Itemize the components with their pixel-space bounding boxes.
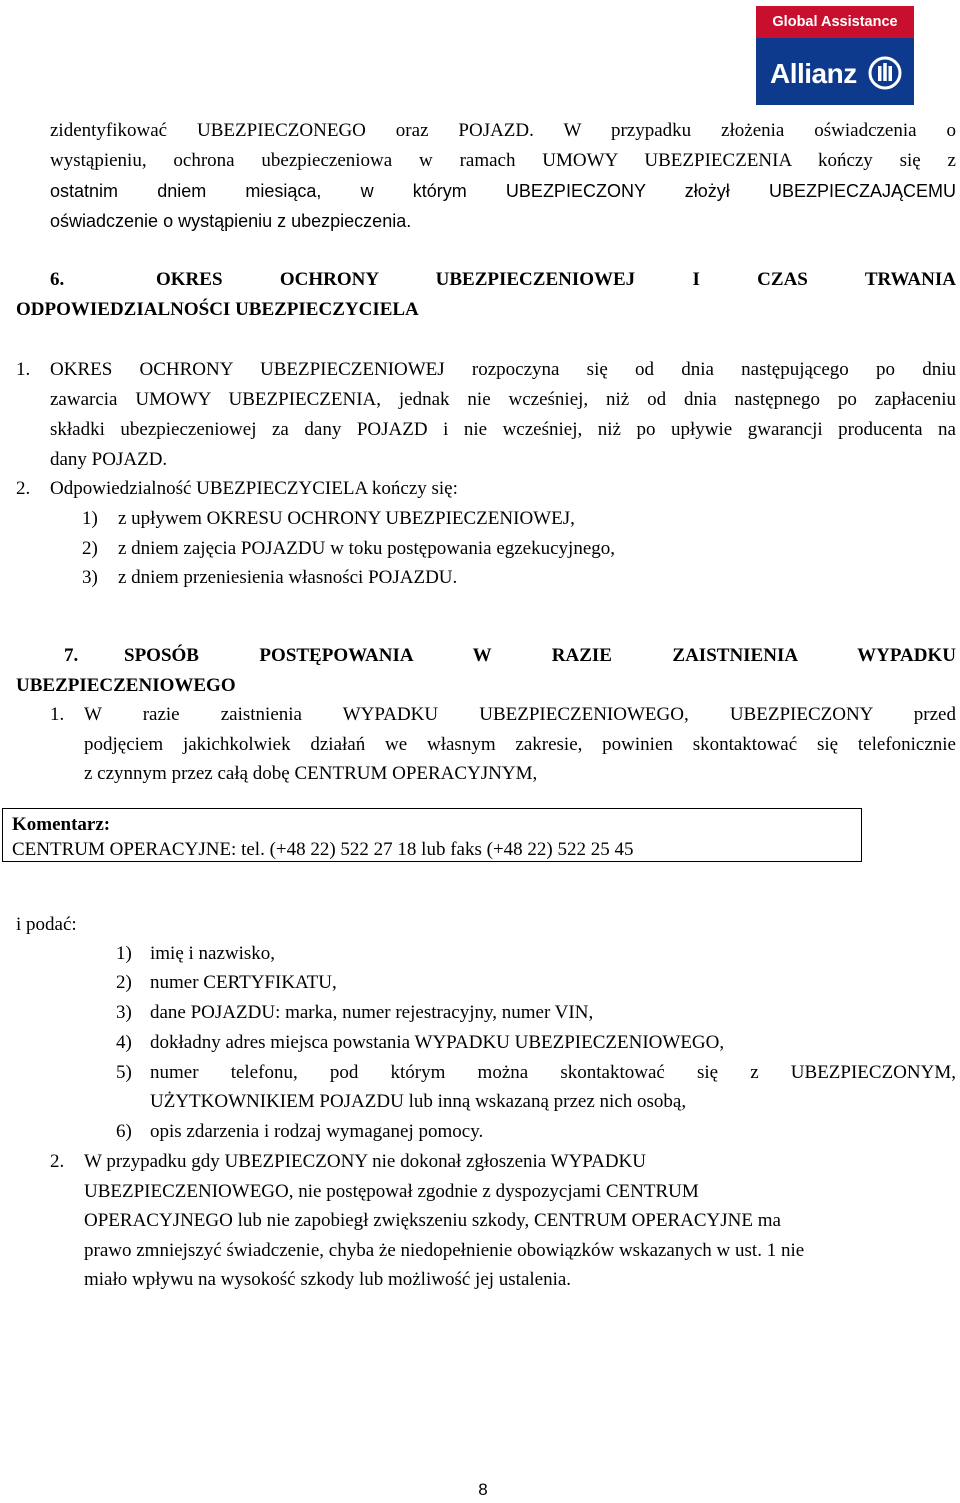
intro-line-3: ostatnim dniem miesiąca, w którym UBEZPIECZONY złożył UBEZPIECZAJĄCEMU [50, 181, 956, 201]
section-6-p1-line-4: dany POJAZD. [50, 449, 168, 470]
p2-line-4: prawo zmniejszyć świadczenie, chyba że niedopełnienie obowiązków wskazanych w ust. 1 nie [84, 1240, 805, 1261]
section-6-number: 6. [50, 269, 65, 290]
give-item-5-continuation: UŻYTKOWNIKIEM POJAZDU lub inną wskazaną przez nich osobą, [150, 1091, 687, 1112]
section-6-p2-item-2-number: 2) [82, 538, 98, 559]
give-item-5-number: 5) [116, 1062, 132, 1083]
page-number: 8 [478, 1480, 488, 1499]
give-item-3-text: dane POJAZDU: marka, numer rejestracyjny, numer VIN, [150, 1002, 594, 1023]
give-item-2-text: numer CERTYFIKATU, [150, 972, 337, 993]
section-7-p1-line-3: z czynnym przez całą dobę CENTRUM OPERACYJNYM, [84, 763, 538, 784]
p2-line-5: miało wpływu na wysokość szkody lub możliwość jej ustalenia. [84, 1269, 572, 1290]
intro-line-4: oświadczenie o wystąpieniu z ubezpieczenia. [50, 211, 412, 231]
give-item-3-number: 3) [116, 1002, 132, 1023]
give-item-1-text: imię i nazwisko, [150, 943, 276, 964]
section-7-title-line-1: SPOSÓB POSTĘPOWANIA W RAZIE ZAISTNIENIA WYPADKU [124, 645, 956, 666]
intro-line-1: zidentyfikować UBEZPIECZONEGO oraz POJAZD. W przypadku złożenia oświadczenia o [50, 120, 956, 141]
give-item-1-number: 1) [116, 943, 132, 964]
section-7-p1-line-2: podjęciem jakichkolwiek działań we własnym zakresie, powinien skontaktować się telefonicznie [84, 734, 956, 755]
section-7-p1-line-1: W razie zaistnienia WYPADKU UBEZPIECZENIOWEGO, UBEZPIECZONY przed [84, 704, 956, 725]
give-item-4-number: 4) [116, 1032, 132, 1053]
section-7-p1-number: 1. [50, 704, 65, 725]
comment-text: CENTRUM OPERACYJNE: tel. (+48 22) 522 27 18 lub faks (+48 22) 522 25 45 [12, 839, 634, 860]
section-6-p2-text: Odpowiedzialność UBEZPIECZYCIELA kończy się: [50, 478, 458, 499]
section-6-p1-line-3: składki ubezpieczeniowej za dany POJAZD i nie wcześniej, niż po upływie gwarancji producenta na [50, 419, 956, 440]
section-6-p1-line-2: zawarcia UMOWY UBEZPIECZENIA, jednak nie wcześniej, niż od dnia następnego po zapłaceniu [50, 389, 956, 410]
give-item-6-text: opis zdarzenia i rodzaj wymaganej pomocy. [150, 1121, 484, 1142]
logo-top-text: Global Assistance [756, 6, 914, 38]
section-6-p2-item-1-text: z upływem OKRESU OCHRONY UBEZPIECZENIOWEJ, [118, 508, 575, 529]
comment-label: Komentarz: [12, 814, 111, 835]
section-6-p1-number: 1. [16, 359, 31, 380]
intro-line-2: wystąpieniu, ochrona ubezpieczeniowa w ramach UMOWY UBEZPIECZENIA kończy się z [50, 150, 956, 171]
logo-brand-text: Allianz [770, 58, 857, 89]
give-item-2-number: 2) [116, 972, 132, 993]
p2-number: 2. [50, 1151, 65, 1172]
section-6-p2-item-3-text: z dniem przeniesienia własności POJAZDU. [118, 567, 458, 588]
section-6-title-line-1: OKRES OCHRONY UBEZPIECZENIOWEJ I CZAS TRWANIA [156, 269, 956, 290]
section-7-title-line-2: UBEZPIECZENIOWEGO [16, 675, 236, 696]
section-6-p1-line-1: OKRES OCHRONY UBEZPIECZENIOWEJ rozpoczyna się od dnia następującego po dniu [50, 359, 956, 380]
section-6-title-line-2: ODPOWIEDZIALNOŚCI UBEZPIECZYCIELA [16, 299, 419, 320]
section-6-p2-item-1-number: 1) [82, 508, 98, 529]
p2-line-2: UBEZPIECZENIOWEGO, nie postępował zgodnie z dyspozycjami CENTRUM [84, 1181, 699, 1202]
allianz-global-assistance-logo [756, 6, 914, 105]
give-intro: i podać: [16, 914, 77, 935]
give-item-6-number: 6) [116, 1121, 132, 1142]
give-item-5-text: numer telefonu, pod którym można skontaktować się z UBEZPIECZONYM, [150, 1062, 956, 1083]
section-7-number: 7. [64, 645, 79, 666]
p2-line-1: W przypadku gdy UBEZPIECZONY nie dokonał zgłoszenia WYPADKU [84, 1151, 647, 1172]
p2-line-3: OPERACYJNEGO lub nie zapobiegł zwiększeniu szkody, CENTRUM OPERACYJNE ma [84, 1210, 781, 1231]
section-6-p2-item-2-text: z dniem zajęcia POJAZDU w toku postępowania egzekucyjnego, [118, 538, 616, 559]
give-item-4-text: dokładny adres miejsca powstania WYPADKU UBEZPIECZENIOWEGO, [150, 1032, 725, 1053]
section-6-p2-item-3-number: 3) [82, 567, 98, 588]
allianz-eagle-emblem-icon [868, 56, 902, 90]
section-6-p2-number: 2. [16, 478, 31, 499]
